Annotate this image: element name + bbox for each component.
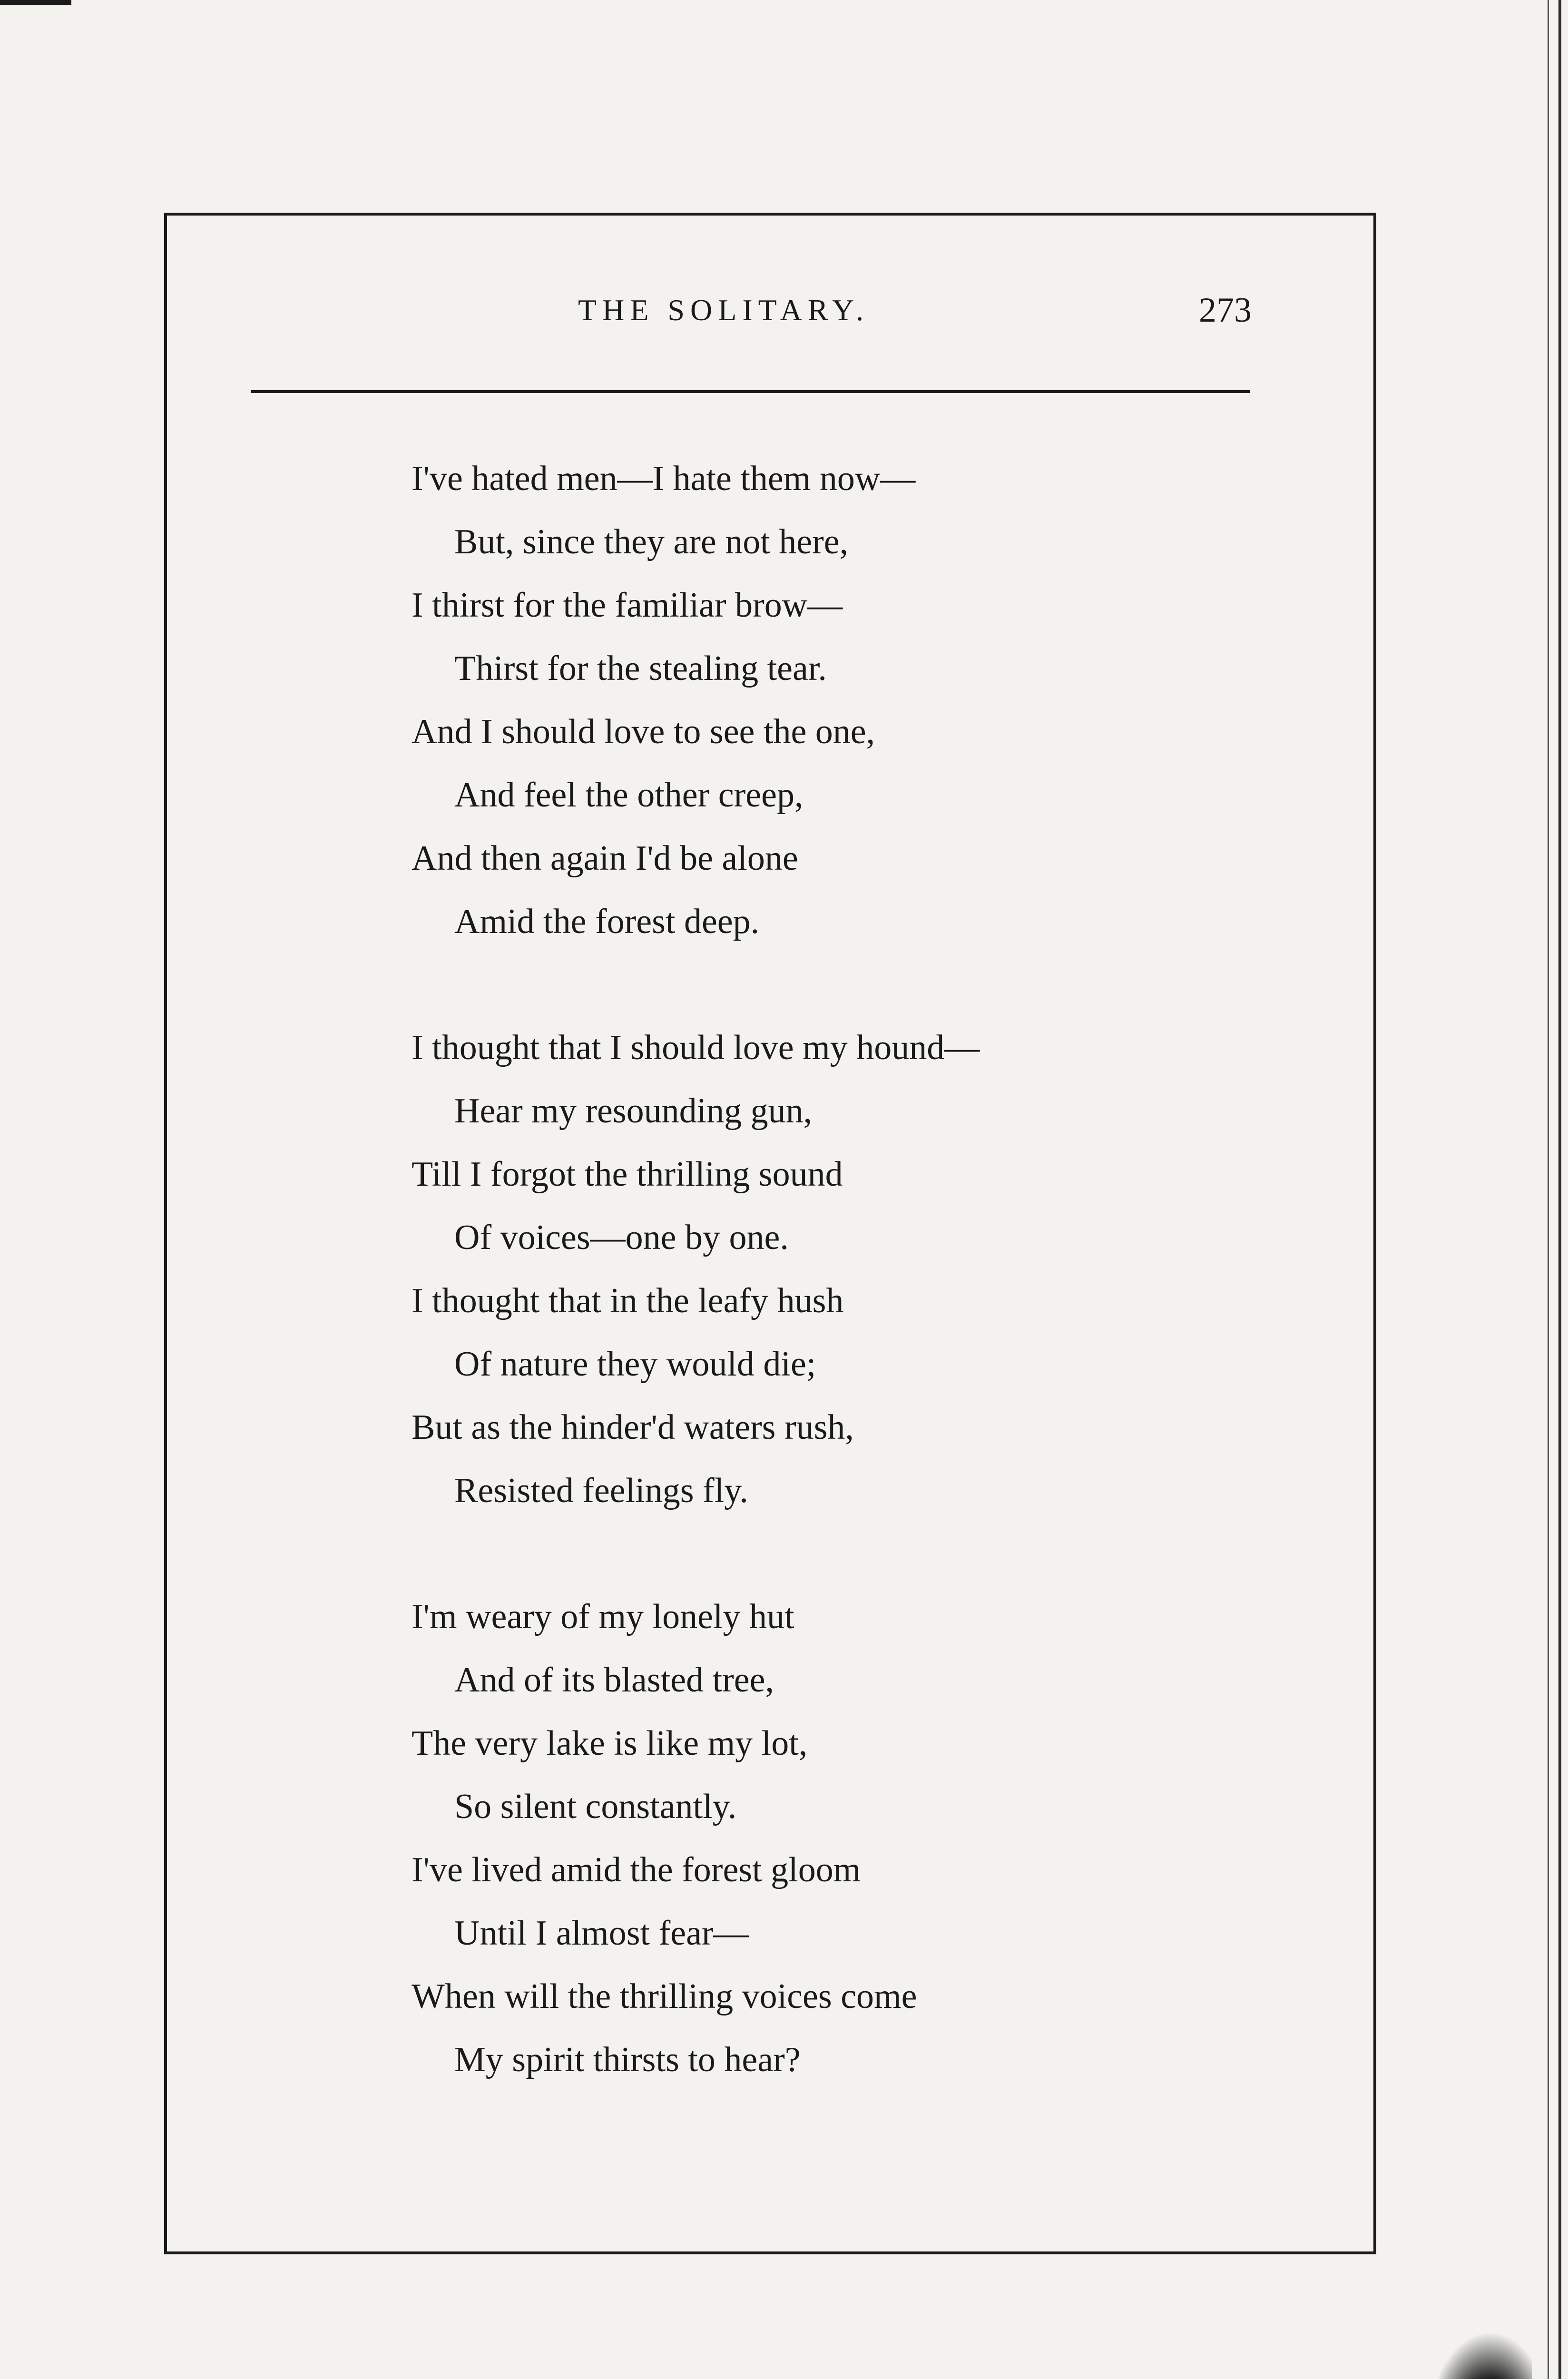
verse-line: I'm weary of my lonely hut (412, 1597, 794, 1636)
scan-edge-mark (0, 0, 71, 5)
stanza (412, 447, 1125, 954)
page-edge-line (1558, 0, 1561, 2379)
verse-line: My spirit thirsts to hear? (454, 2040, 801, 2079)
verse-line: Till I forgot the thrilling sound (412, 1155, 843, 1194)
verse-line: So silent constantly. (454, 1787, 737, 1826)
verse-line: I've hated men—I hate them now— (412, 459, 916, 498)
verse-line: When will the thrilling voices come (412, 1977, 917, 2016)
page-gutter-line (1548, 0, 1549, 2379)
verse-line: Of nature they would die; (454, 1345, 816, 1384)
verse-line: I thought that I should love my hound— (412, 1028, 980, 1067)
poem-body (412, 447, 1125, 2154)
header-rule (251, 390, 1250, 393)
verse-line: I've lived amid the forest gloom (412, 1850, 861, 1889)
verse-line: And then again I'd be alone (412, 839, 798, 878)
verse-line: And of its blasted tree, (454, 1661, 774, 1700)
verse-line: Until I almost fear— (454, 1914, 749, 1953)
verse-line: But as the hinder'd waters rush, (412, 1408, 854, 1447)
verse-line: And I should love to see the one, (412, 712, 875, 751)
verse-line: I thirst for the familiar brow— (412, 586, 843, 625)
verse-line: But, since they are not here, (454, 522, 849, 561)
verse-line: Of voices—one by one. (454, 1218, 789, 1257)
verse-line: The very lake is like my lot, (412, 1724, 808, 1763)
page-number: 273 (1199, 291, 1252, 330)
stanza (412, 1585, 1125, 2092)
verse-line: Thirst for the stealing tear. (454, 649, 827, 688)
verse-line: Resisted feelings fly. (454, 1471, 748, 1510)
verse-line: Hear my resounding gun, (454, 1091, 813, 1131)
verse-line: I thought that in the leafy hush (412, 1281, 844, 1320)
stanza (412, 1016, 1125, 1523)
running-title: THE SOLITARY. (578, 293, 869, 327)
verse-line: Amid the forest deep. (454, 902, 760, 941)
verse-line: And feel the other creep, (454, 776, 804, 815)
ink-blot (1427, 2331, 1532, 2379)
